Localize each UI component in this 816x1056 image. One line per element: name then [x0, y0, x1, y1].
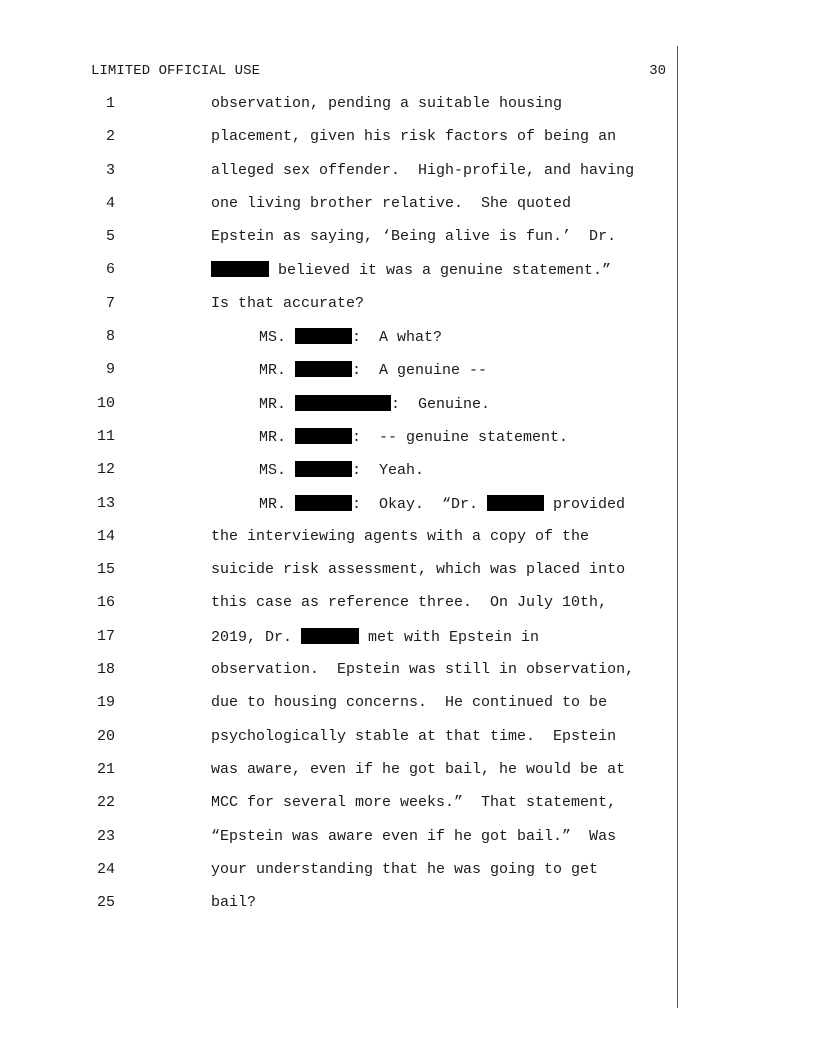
line-number: 24	[96, 860, 115, 878]
transcript-line	[0, 828, 816, 861]
transcript-line	[0, 428, 816, 461]
line-number: 1	[105, 95, 115, 112]
transcript-line	[0, 261, 816, 294]
line-number: 7	[105, 294, 115, 312]
transcript-line	[0, 395, 816, 428]
line-number: 13	[96, 494, 115, 512]
transcript-line	[0, 95, 816, 128]
redaction-block	[295, 495, 352, 511]
transcript-line	[0, 728, 816, 761]
line-text: MR. : Okay. “Dr. provided	[259, 495, 626, 513]
redaction-block	[295, 428, 352, 444]
line-text: MR. : A genuine --	[259, 362, 488, 380]
transcript-line	[0, 661, 816, 694]
line-text: observation, pending a suitable housing	[211, 95, 563, 112]
transcript-line	[0, 528, 816, 561]
line-text: Epstein as saying, ‘Being alive is fun.’ Dr.	[211, 228, 617, 246]
transcript-line	[0, 195, 816, 228]
line-text: the interviewing agents with a copy of the	[211, 527, 590, 545]
line-number: 9	[105, 361, 115, 379]
line-text: Is that accurate?	[211, 294, 365, 312]
redaction-block	[295, 395, 391, 411]
transcript-line	[0, 861, 816, 894]
redaction-block	[487, 495, 544, 511]
transcript-line	[0, 162, 816, 195]
line-text: this case as reference three. On July 10th,	[211, 594, 608, 612]
line-number: 18	[96, 661, 115, 679]
line-text: was aware, even if he got bail, he would be at	[211, 760, 626, 778]
line-number: 3	[105, 161, 115, 179]
line-number: 16	[96, 594, 115, 612]
line-text: MS. : A what?	[259, 329, 443, 347]
redaction-block	[211, 261, 269, 277]
line-number: 25	[96, 894, 115, 912]
transcript-line	[0, 628, 816, 661]
page-number: 30	[649, 63, 666, 79]
line-number: 14	[96, 527, 115, 545]
line-number: 11	[96, 427, 115, 445]
line-number: 21	[96, 760, 115, 778]
line-text: MR. : -- genuine statement.	[259, 428, 569, 446]
line-number: 5	[105, 228, 115, 246]
redaction-block	[301, 628, 359, 644]
line-text: placement, given his risk factors of being an	[211, 128, 617, 146]
transcript-line	[0, 361, 816, 394]
line-number: 15	[96, 561, 115, 579]
transcript-line	[0, 561, 816, 594]
transcript-line	[0, 228, 816, 261]
line-number: 6	[105, 261, 115, 279]
transcript-line	[0, 761, 816, 794]
line-text: psychologically stable at that time. Epstein	[211, 727, 617, 745]
line-number: 17	[96, 627, 115, 645]
transcript-line	[0, 328, 816, 361]
line-number: 2	[105, 128, 115, 146]
line-number: 12	[96, 461, 115, 479]
line-text: “Epstein was aware even if he got bail.” Was	[211, 827, 617, 845]
line-text: observation. Epstein was still in observation,	[211, 661, 635, 679]
line-number: 20	[96, 727, 115, 745]
transcript-line	[0, 894, 816, 927]
line-number: 23	[96, 827, 115, 845]
line-text: MCC for several more weeks.” That statement,	[211, 794, 617, 812]
transcript-line	[0, 461, 816, 494]
line-text: alleged sex offender. High-profile, and having	[211, 161, 635, 179]
line-text: due to housing concerns. He continued to be	[211, 694, 608, 712]
line-number: 8	[105, 328, 115, 346]
transcript-lines	[0, 95, 816, 927]
transcript-line	[0, 295, 816, 328]
transcript-line	[0, 495, 816, 528]
line-number: 10	[96, 394, 115, 412]
line-number: 19	[96, 694, 115, 712]
line-number: 4	[105, 194, 115, 212]
line-text: suicide risk assessment, which was placed into	[211, 561, 626, 579]
classification-marking: LIMITED OFFICIAL USE	[91, 63, 261, 79]
line-text: one living brother relative. She quoted	[211, 194, 572, 212]
redaction-block	[295, 328, 352, 344]
transcript-line	[0, 594, 816, 627]
redaction-block	[295, 361, 352, 377]
line-text: MR. : Genuine.	[259, 395, 491, 413]
line-text: bail?	[211, 894, 257, 912]
redaction-block	[295, 461, 352, 477]
line-text: believed it was a genuine statement.”	[211, 261, 611, 280]
transcript-line	[0, 128, 816, 161]
line-text: your understanding that he was going to get	[211, 860, 599, 878]
line-text: 2019, Dr. met with Epstein in	[211, 628, 540, 646]
line-text: MS. : Yeah.	[259, 462, 425, 480]
line-number: 22	[96, 794, 115, 812]
transcript-line	[0, 694, 816, 727]
page-header	[91, 62, 666, 80]
transcript-line	[0, 794, 816, 827]
